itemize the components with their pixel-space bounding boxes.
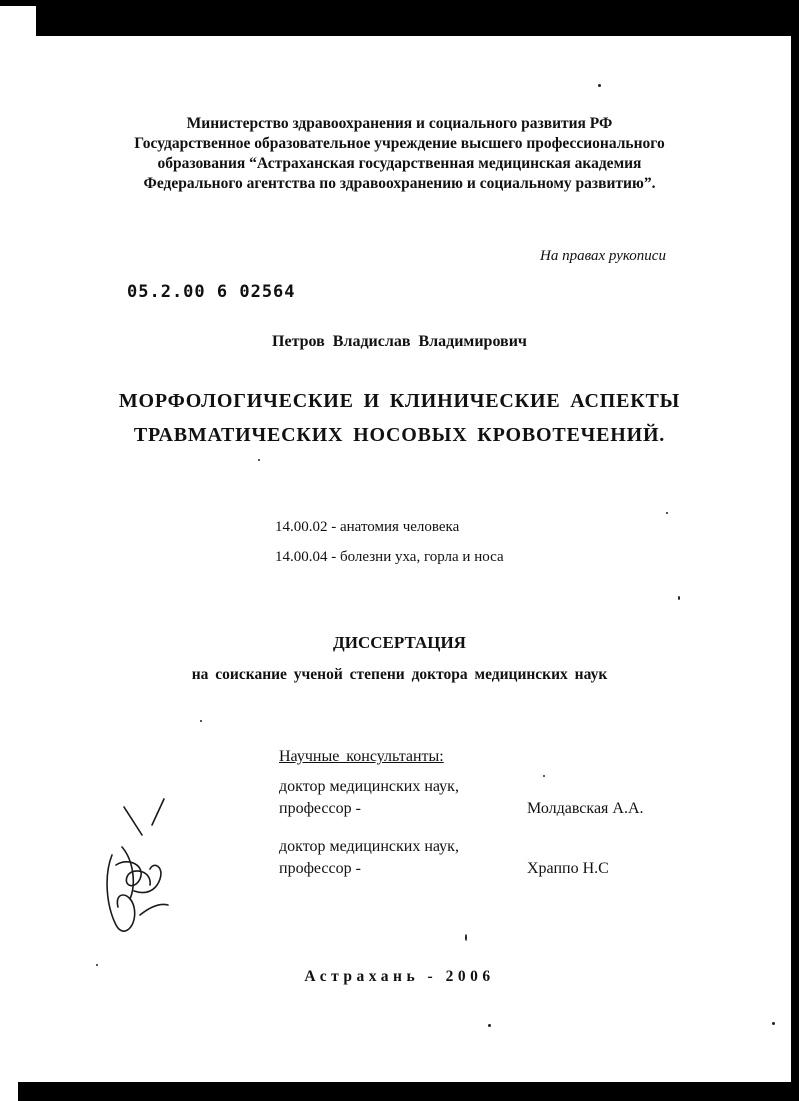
scan-speck (678, 596, 680, 600)
title-line-2: ТРАВМАТИЧЕСКИХ НОСОВЫХ КРОВОТЕЧЕНИЙ. (133, 424, 666, 446)
scan-speck (200, 720, 202, 722)
scan-border-top-dark (36, 0, 799, 36)
specialty-anatomy: 14.00.02 - анатомия человека (275, 519, 460, 535)
institution-line-3: Федерального агентства по здравоохранению и социальному развитию”. (143, 175, 656, 192)
scan-speck (772, 1022, 775, 1025)
manuscript-note: На правах рукописи (540, 248, 666, 264)
consultant-2-rank: профессор - (279, 860, 361, 877)
consultant-2-name: Храппо Н.С (527, 860, 609, 877)
scan-speck (598, 84, 601, 87)
place-year: Астрахань - 2006 (304, 968, 495, 985)
consultants-heading: Научные консультанты: (279, 748, 444, 765)
scan-speck (465, 934, 467, 941)
degree-line: на соискание ученой степени доктора медицинских наук (191, 666, 608, 683)
scan-border-bottom (18, 1082, 799, 1101)
consultant-1-degree: доктор медицинских наук, (279, 778, 459, 795)
consultant-1-name: Молдавская А.А. (527, 800, 644, 817)
scan-speck (488, 1024, 491, 1027)
document-type: ДИССЕРТАЦИЯ (333, 633, 466, 652)
author-name: Петров Владислав Владимирович (272, 333, 527, 350)
handwritten-signature (94, 795, 174, 945)
institution-line-1: Государственное образовательное учреждение высшего профессионального (134, 135, 665, 152)
consultant-1-rank: профессор - (279, 800, 361, 817)
title-line-1: МОРФОЛОГИЧЕСКИЕ И КЛИНИЧЕСКИЕ АСПЕКТЫ (118, 390, 681, 412)
scan-speck (96, 964, 98, 966)
consultant-2-degree: доктор медицинских наук, (279, 838, 459, 855)
ministry-line: Министерство здравоохранения и социального развития РФ (186, 115, 613, 132)
institution-line-2: образования “Астраханская государственная медицинская академия (157, 155, 642, 172)
scan-speck (258, 459, 260, 461)
scan-speck (543, 775, 545, 777)
registration-code: 05.2.00 6 02564 (127, 282, 296, 302)
scan-speck (666, 512, 668, 514)
specialty-ent: 14.00.04 - болезни уха, горла и носа (275, 549, 504, 565)
